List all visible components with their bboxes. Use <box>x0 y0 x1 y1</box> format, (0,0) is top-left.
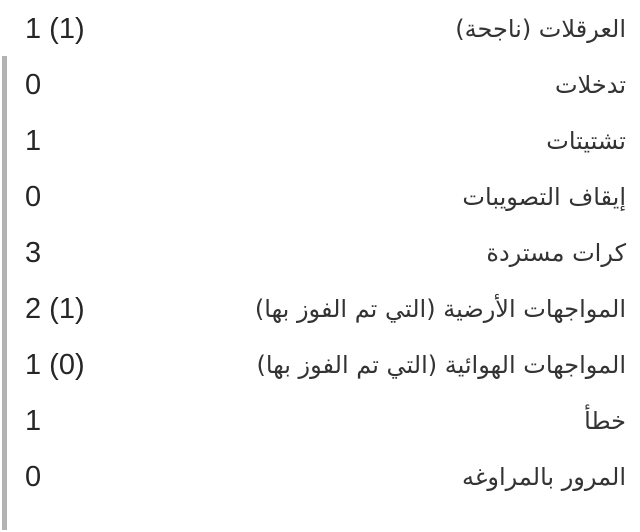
stat-row <box>0 225 640 281</box>
stat-label: خطأ <box>584 407 626 435</box>
stat-row <box>0 113 640 169</box>
stat-label: تشتيتات <box>546 127 626 155</box>
stat-value: 1 <box>25 404 42 437</box>
stat-label: تدخلات <box>554 71 626 99</box>
stat-row <box>0 449 640 505</box>
scrollbar-thumb[interactable] <box>2 56 7 530</box>
stat-label: إيقاف التصويبات <box>462 183 626 211</box>
stat-value: 0 <box>25 180 42 213</box>
stat-value: 0 <box>25 460 42 493</box>
stat-row <box>0 57 640 113</box>
stat-label: كرات مستردة <box>486 239 626 267</box>
stat-value: 1 (1) <box>25 12 85 45</box>
stat-label: المواجهات الهوائية (التي تم الفوز بها) <box>256 351 626 379</box>
stat-value: 1 <box>25 124 42 157</box>
stat-row <box>0 169 640 225</box>
stat-label: المواجهات الأرضية (التي تم الفوز بها) <box>254 295 626 323</box>
stat-row <box>0 1 640 57</box>
stat-value: 1 (0) <box>25 348 85 381</box>
stat-value: 3 <box>25 236 42 269</box>
stat-value: 2 (1) <box>25 292 85 325</box>
stat-label: المرور بالمراوغه <box>461 463 626 491</box>
stat-row <box>0 393 640 449</box>
stat-label: العرقلات (ناجحة) <box>455 15 626 43</box>
stat-row <box>0 337 640 393</box>
stat-value: 0 <box>25 68 42 101</box>
stat-row <box>0 281 640 337</box>
